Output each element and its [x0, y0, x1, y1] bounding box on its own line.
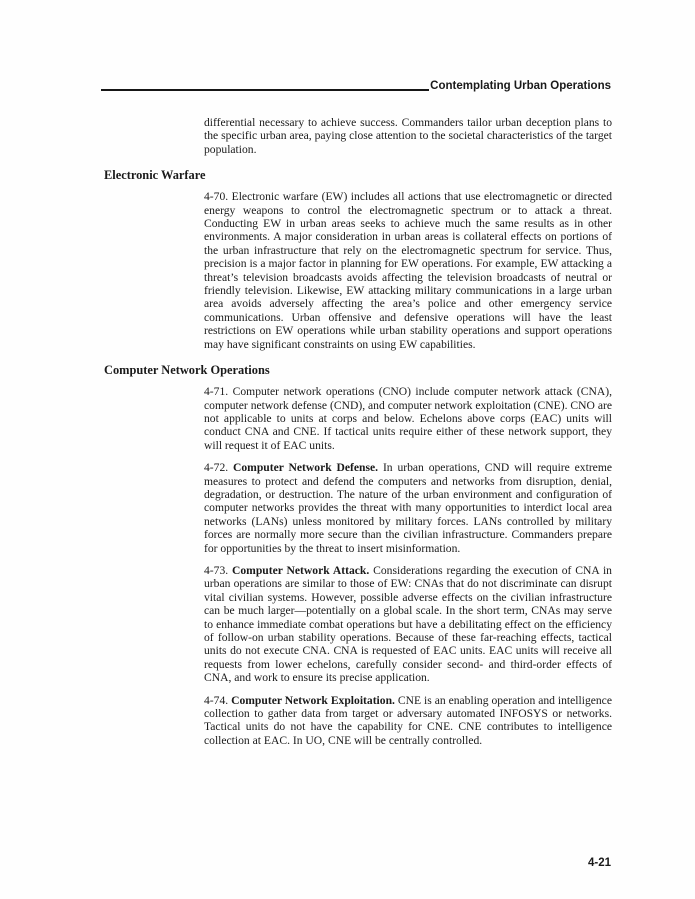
- paragraph-4-70: [204, 190, 612, 351]
- paragraph-number: 4-73.: [204, 563, 229, 577]
- paragraph-number: 4-71.: [204, 385, 229, 399]
- paragraph-bold-title: Computer Network Defense.: [233, 461, 379, 475]
- paragraph-4-73: [204, 564, 612, 685]
- paragraph-4-71: [204, 385, 612, 452]
- header-rule: [101, 89, 429, 91]
- paragraph-text: CNE is an enabling operation and intelligence collection to gather data from target or adversary automated INFOSYS or networks. Tactical units do not have the capability for CNE. CNE contributes to intelligence collection at EAC. In UO, CNE will be centrally controlled.: [204, 693, 612, 747]
- page-body: [104, 116, 612, 756]
- page-footer: [588, 857, 611, 869]
- running-header: [101, 80, 611, 93]
- paragraph-bold-title: Computer Network Exploitation.: [231, 693, 395, 707]
- paragraph-bold-title: Computer Network Attack.: [232, 563, 370, 577]
- paragraph-4-72: [204, 461, 612, 555]
- section-heading-electronic-warfare: Electronic Warfare: [104, 168, 206, 183]
- header-title: Contemplating Urban Operations: [430, 80, 611, 92]
- intro-paragraph: [204, 116, 612, 156]
- page-number: 4-21: [587, 857, 611, 869]
- paragraph-number: 4-70.: [204, 190, 229, 204]
- paragraph-number: 4-74.: [204, 693, 229, 707]
- paragraph-number: 4-72.: [204, 461, 229, 475]
- paragraph-text: Electronic warfare (EW) includes all actions that use electromagnetic or directed energy weapons to control the electromagnetic spectrum or to attack a threat. Conducting EW in urban areas seeks to achieve much the same results as in other environments. A major consideration in urban areas is collateral effects on portions of the urban infrastructure that rely on the electromagnetic spectrum for service. Thus, precision is a major factor in planning for EW operations. For example, EW attacking a threat’s television broadcasts avoids affecting the television broadcasts of neutral or friendly television. Likewise, EW attacking military communications in a large urban area avoids adversely affecting the area’s police and other emergency service communications. Urban offensive and defensive operations will have the least restrictions on EW operations while urban stability operations and support operations may have significant constraints on using EW capabilities.: [204, 190, 612, 351]
- paragraph-text: In urban operations, CND will require extreme measures to protect and defend the computers and networks from disruption, denial, degradation, or destruction. The nature of the urban environment and configuration of computer networks provides the threat with many opportunities to interdict local area networks (LANs) unless monitored by military forces. LANs controlled by military forces are normally more secure than the civilian infrastructure. Commanders prepare for opportunities by the threat to insert misinformation.: [204, 461, 612, 555]
- intro-paragraph-text: differential necessary to achieve success. Commanders tailor urban deception plans to the specific urban area, paying close attention to the societal characteristics of the target population.: [204, 116, 612, 156]
- paragraph-text: Considerations regarding the execution of CNA in urban operations are similar to those of EW: CNAs that do not discriminate can disrupt vital civilian systems. However, possible adverse effects on the civilian infrastructure can be much larger—potentially on a global scale. In the short term, CNAs may serve to enhance immediate combat operations but have a debilitating effect on the efficiency of follow-on urban stability operations. Because of these far-reaching effects, tactical units do not execute CNA. CNA is requested of EAC units. EAC units will receive all requests from lower echelons, carefully consider second- and third-order effects of CNA, and work to ensure its precise application.: [204, 563, 612, 685]
- paragraph-text: Computer network operations (CNO) include computer network attack (CNA), computer network defense (CND), and computer network exploitation (CNE). CNO are not applicable to units at corps and below. Echelons above corps (EAC) units will conduct CNA and CNE. If tactical units require either of these network support, they will request it of EAC units.: [204, 385, 612, 452]
- paragraph-4-74: [204, 694, 612, 748]
- section-heading-computer-network-operations: Computer Network Operations: [104, 363, 270, 378]
